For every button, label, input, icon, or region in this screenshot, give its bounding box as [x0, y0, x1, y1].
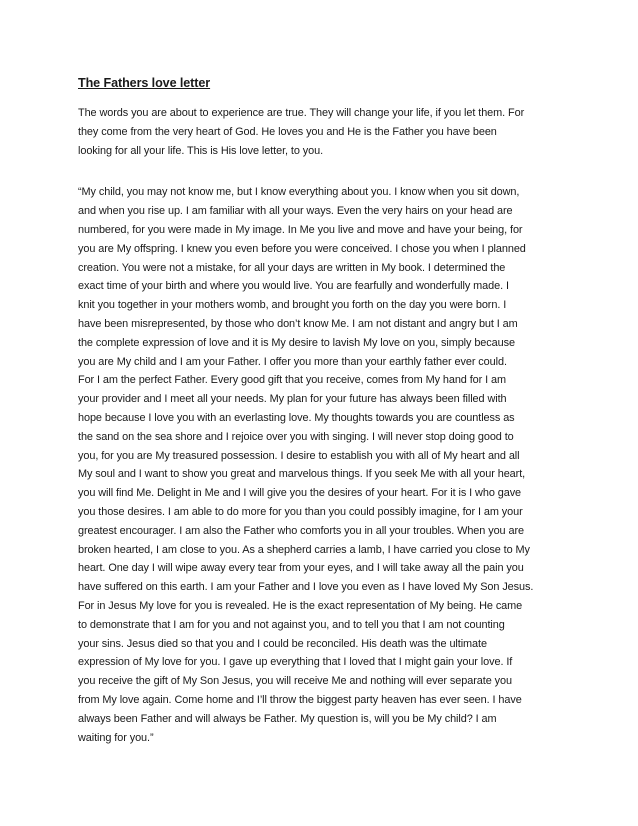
letter-line: always been Father and will always be Father. My question is, will you be My child? I am: [78, 712, 497, 725]
document-title: The Fathers love letter: [78, 76, 211, 90]
letter-line: waiting for you.”: [78, 731, 154, 744]
letter-line: you are My offspring. I knew you even before you were conceived. I chose you when I planned: [78, 242, 526, 255]
document-page: [78, 74, 570, 747]
letter-line: My soul and I want to show you great and marvelous things. If you seek Me with all your heart,: [78, 468, 526, 481]
letter-line: the complete expression of love and it is My desire to lavish My love on you, simply because: [78, 336, 515, 349]
letter-line: your sins. Jesus died so that you and I could be reconciled. His death was the ultimate: [78, 637, 487, 650]
letter-line: to demonstrate that I am for you and not against you, and to tell you that I am not counting: [78, 618, 505, 631]
letter-line: you receive the gift of My Son Jesus, you will receive Me and nothing will ever separate you: [78, 675, 512, 688]
letter-line: creation. You were not a mistake, for all your days are written in My book. I determined the: [78, 261, 506, 274]
intro-line: they come from the very heart of God. He loves you and He is the Father you have been: [78, 125, 497, 138]
letter-line: For in Jesus My love for you is revealed. He is the exact representation of My being. He came: [78, 599, 523, 612]
letter-line: exact time of your birth and where you would live. You are fearfully and wonderfully made. I: [78, 280, 509, 293]
letter-line: you, for you are My treasured possession. I desire to establish you with all of My heart and all: [78, 449, 520, 462]
letter-line: you are My child and I am your Father. I offer you more than your earthly father ever could.: [78, 355, 507, 368]
intro-paragraph: [78, 104, 570, 160]
letter-line: and when you rise up. I am familiar with all your ways. Even the very hairs on your head are: [78, 205, 513, 218]
letter-line: hope because I love you with an everlasting love. My thoughts towards you are countless as: [78, 411, 515, 424]
letter-line: “My child, you may not know me, but I know everything about you. I know when you sit down,: [78, 186, 520, 199]
letter-line: your provider and I meet all your needs. My plan for your future has always been filled with: [78, 393, 507, 406]
letter-line: broken hearted, I am close to you. As a shepherd carries a lamb, I have carried you close to My: [78, 543, 530, 556]
letter-line: knit you together in your mothers womb, and brought you forth on the day you were born. I: [78, 299, 507, 312]
letter-line: from My love again. Come home and I’ll throw the biggest party heaven has ever seen. I have: [78, 693, 522, 706]
letter-line: expression of My love for you. I gave up everything that I loved that I might gain your love. If: [78, 656, 513, 669]
letter-line: have been misrepresented, by those who don’t know Me. I am not distant and angry but I am: [78, 317, 518, 330]
intro-line: The words you are about to experience are true. They will change your life, if you let them. For: [78, 107, 525, 119]
letter-line: the sand on the sea shore and I rejoice over you with singing. I will never stop doing good to: [78, 430, 514, 443]
letter-line: you will find Me. Delight in Me and I will give you the desires of your heart. For it is I who gave: [78, 487, 522, 500]
letter-line: have suffered on this earth. I am your Father and I love you even as I have loved My Son Jesus.: [78, 581, 534, 594]
letter-line: numbered, for you were made in My image. In Me you live and move and have your being, for: [78, 223, 523, 236]
intro-line: looking for all your life. This is His love letter, to you.: [78, 144, 324, 157]
letter-line: greatest encourager. I am also the Father who comforts you in all your troubles. When you are: [78, 524, 524, 537]
letter-line: For I am the perfect Father. Every good gift that you receive, comes from My hand for I am: [78, 374, 507, 387]
letter-line: heart. One day I will wipe away every tear from your eyes, and I will take away all the pain you: [78, 562, 524, 575]
letter-line: you those desires. I am able to do more for you than you could possibly imagine, for I am your: [78, 505, 523, 518]
letter-paragraph: [78, 183, 570, 747]
